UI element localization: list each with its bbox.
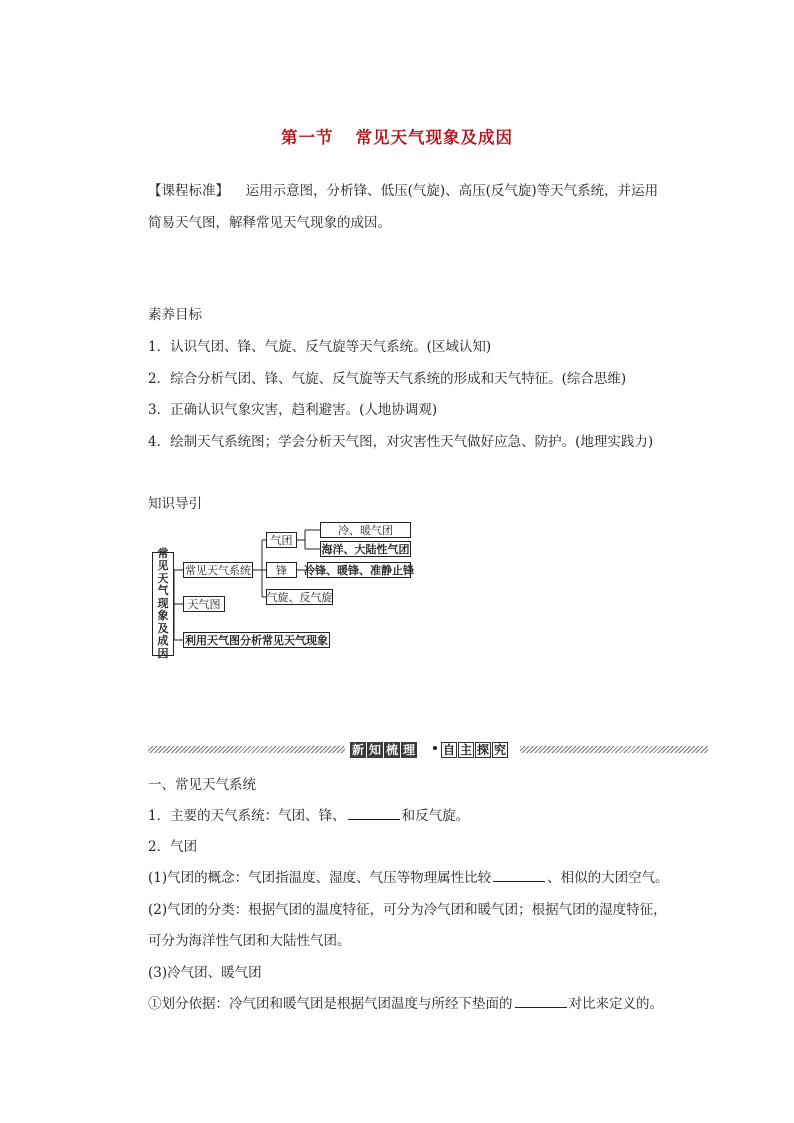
goals-heading: 素养目标 xyxy=(148,307,202,323)
content-paragraph-3-line-1: (2)气团的分类：根据气团的温度特征，可分为冷气团和暖气团；根据气团的湿度特征， xyxy=(148,902,667,918)
goal-item: 3．正确认识气象灾害，趋利避害。(人地协调观) xyxy=(148,402,438,418)
map-node-front-types: 冷锋、暖锋、准静止锋 xyxy=(304,563,414,577)
content-heading-3: (3)冷气团、暖气团 xyxy=(148,965,262,981)
fill-blank[interactable] xyxy=(515,995,567,1008)
fill-blank[interactable] xyxy=(348,807,400,820)
content-heading-1: 一、常见天气系统 xyxy=(148,777,256,793)
map-root-node: 常 见 天 气 现 象 及 成 因 xyxy=(152,552,174,656)
map-node-weather-map: 天气图 xyxy=(183,596,225,612)
banner-hatch-right xyxy=(520,746,708,753)
curriculum-label: 【课程标准】 xyxy=(148,183,229,199)
fill-blank[interactable] xyxy=(493,869,545,882)
map-node-analysis: 利用天气图分析常见天气现象 xyxy=(185,633,328,647)
content-paragraph-3-line-2: 可分为海洋性气团和大陆性气团。 xyxy=(148,933,351,949)
map-node-ocean-land: 海洋、大陆性气团 xyxy=(321,542,410,556)
content-paragraph-2: (1)气团的概念：气团指温度、湿度、气压等物理属性比较 、相似的大团空气。 xyxy=(148,870,669,886)
goal-item: 4．绘制天气系统图；学会分析天气图，对灾害性天气做好应急、防护。(地理实践力) xyxy=(148,434,654,450)
banner-tag-self-study: 自 主 探 究 xyxy=(442,742,506,757)
curriculum-text-1: 运用示意图，分析锋、低压(气旋)、高压(反气旋)等天气系统，并运用 xyxy=(245,183,659,199)
guide-heading: 知识导引 xyxy=(148,496,202,512)
map-node-cold-warm: 冷、暖气团 xyxy=(320,522,411,538)
banner-hatch-left xyxy=(148,746,345,753)
banner-dot xyxy=(433,746,437,750)
map-node-cyclone: 气旋、反气旋 xyxy=(266,590,333,604)
content-heading-2: 2．气团 xyxy=(148,839,198,855)
map-node-weather-systems: 常见天气系统 xyxy=(185,563,251,577)
section-number: 第一节 xyxy=(281,128,334,147)
goal-item: 2．综合分析气团、锋、气旋、反气旋等天气系统的形成和天气特征。(综合思维) xyxy=(148,371,627,387)
content-paragraph-1: 1．主要的天气系统：气团、锋、 和反气旋。 xyxy=(148,808,470,824)
curriculum-line-2: 简易天气图，解释常见天气现象的成因。 xyxy=(148,215,391,231)
section-name: 常见天气现象及成因 xyxy=(355,128,513,147)
content-paragraph-4: ①划分依据：冷气团和暖气团是根据气团温度与所经下垫面的 对比来定义的。 xyxy=(148,996,663,1012)
goal-item: 1．认识气团、锋、气旋、反气旋等天气系统。(区域认知) xyxy=(148,339,492,355)
map-node-airmass: 气团 xyxy=(266,532,297,548)
map-node-front: 锋 xyxy=(266,562,297,578)
banner-tag-new-knowledge: 新 知 梳 理 xyxy=(351,742,415,757)
